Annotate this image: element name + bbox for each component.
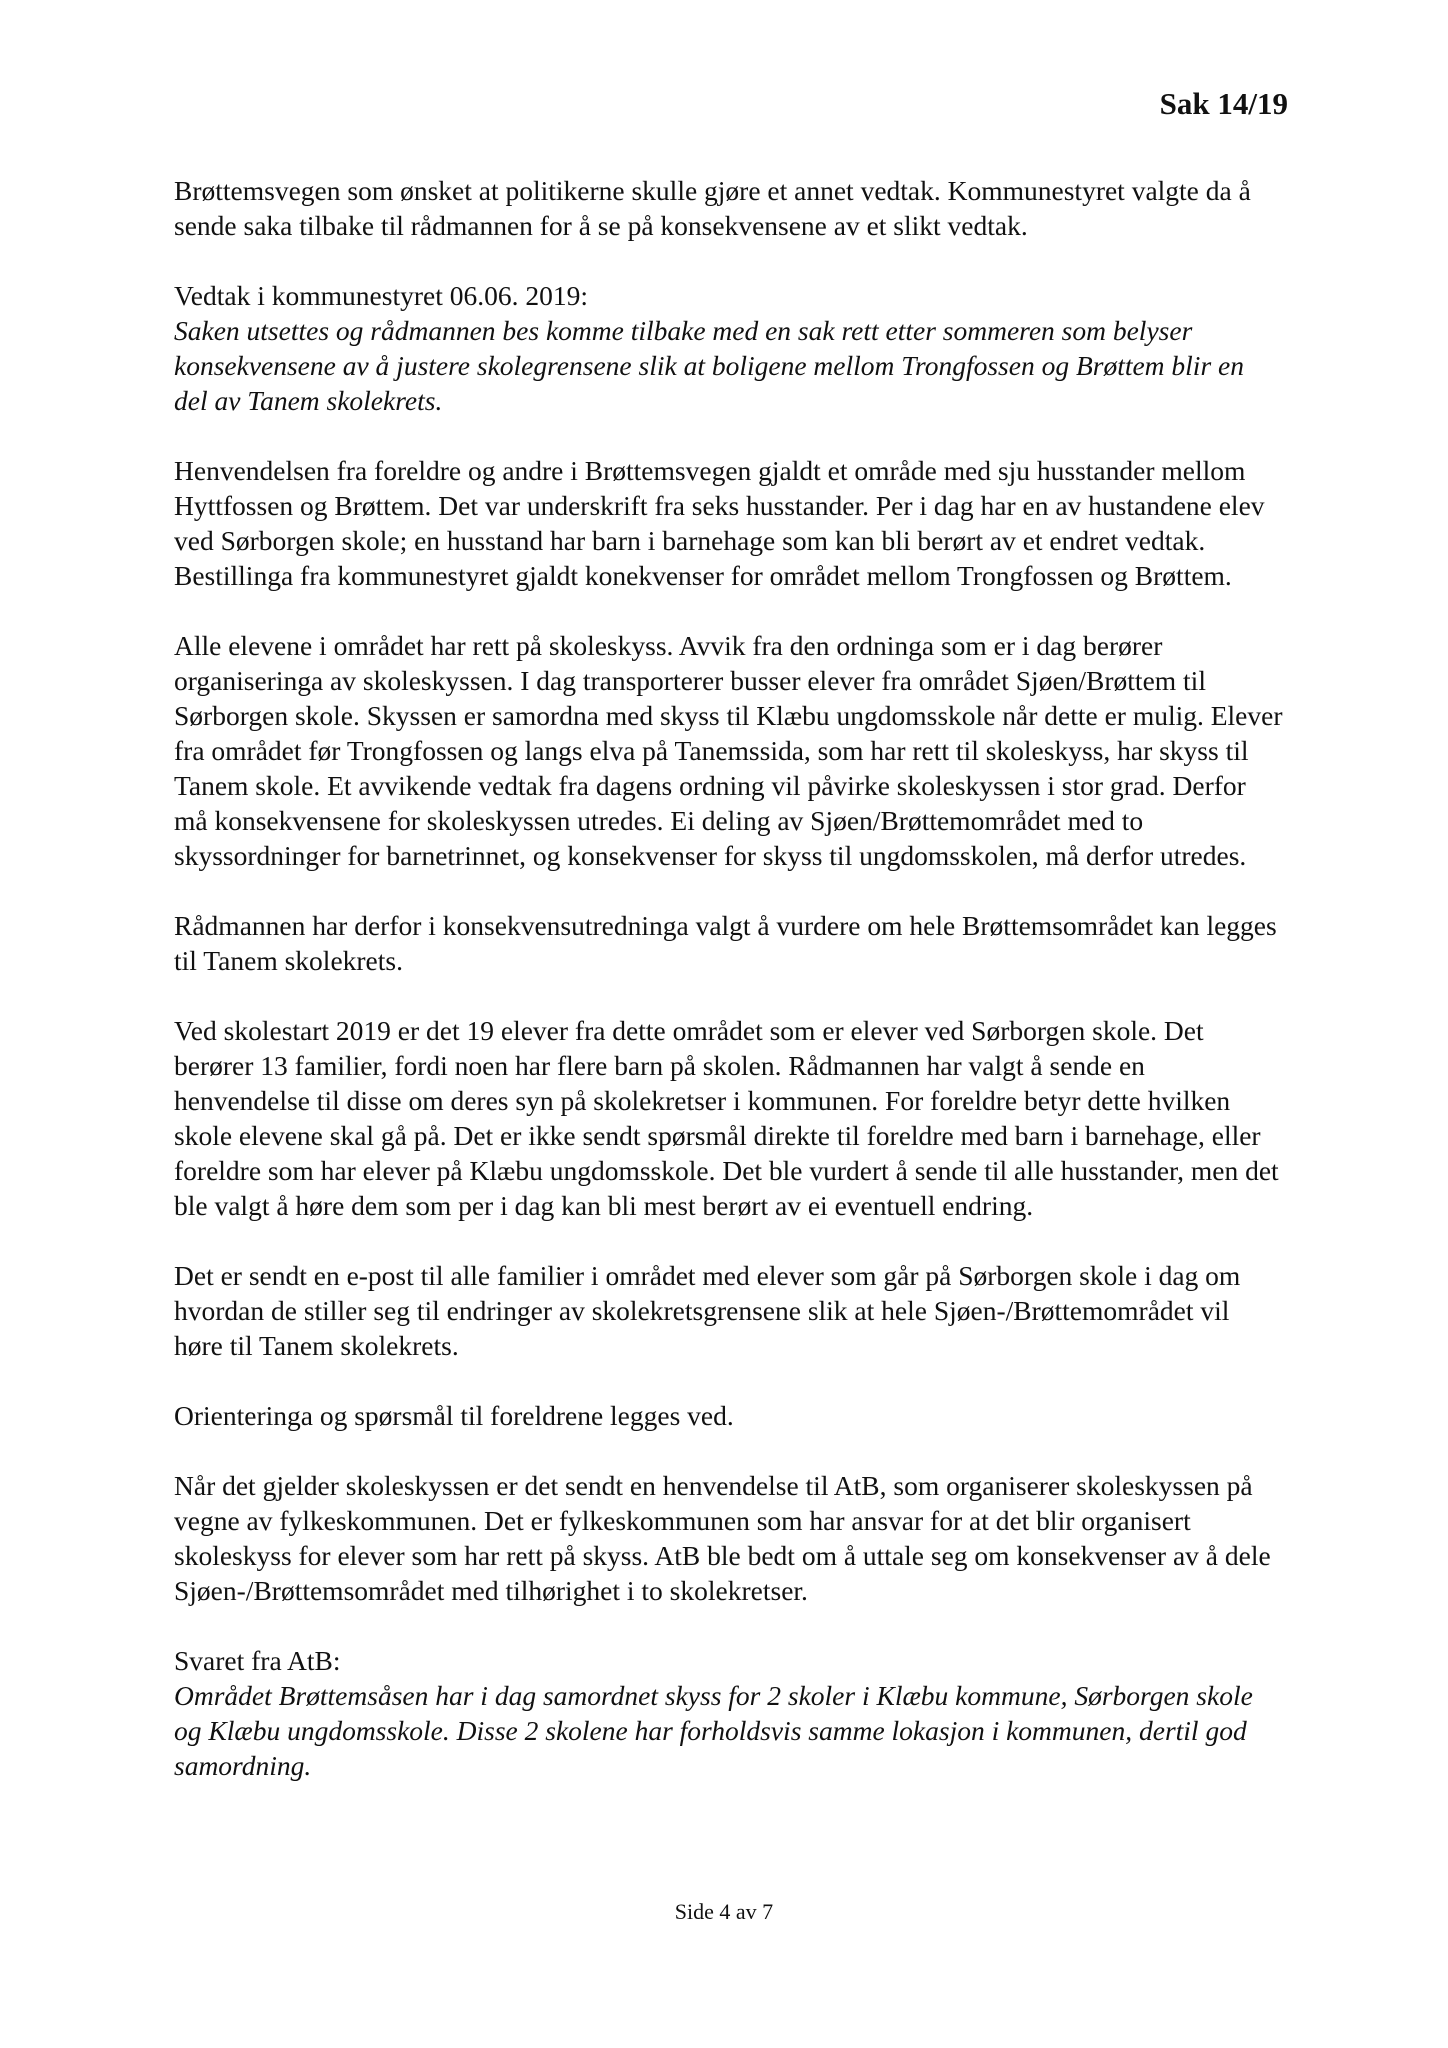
paragraph-school-start: Ved skolestart 2019 er det 19 elever fra dette området som er elever ved Sørborgen skole. Det berører 13 familier, fordi noen har flere barn på skolen. Rådmannen har valgt å sende en henvendelse til disse om deres syn på skolekretser i kommunen. For foreldre betyr dette hvilken skole elevene skal gå på. Det er ikke sendt spørsmål direkte til foreldre med barn i barnehage, eller foreldre som har elever på Klæbu ungdomsskole. Det ble vurdert å sende til alle husstander, men det ble valgt å høre dem som per i dag kan bli mest berørt av ei eventuell endring. (174, 1015, 1279, 1221)
paragraph-inquiry: Henvendelsen fra foreldre og andre i Brøttemsvegen gjaldt et område med sju husstander mellom Hyttfossen og Brøttem. Det var underskrift fra seks husstander. Per i dag har en av hustandene elev ved Sørborgen skole; en husstand har barn i barnehage som kan bli berørt av et endret vedtak. Bestillinga fra kommunestyret gjaldt konekvenser for området mellom Trongfossen og Brøttem. (174, 455, 1265, 591)
council-decision-block (174, 278, 1284, 418)
atb-response-block (174, 1643, 1284, 1783)
paragraph-atb-inquiry: Når det gjelder skoleskyssen er det sendt en henvendelse til AtB, som organiserer skoleskyssen på vegne av fylkeskommunen. Det er fylkeskommunen som har ansvar for at det blir organisert skoleskyss for elever som har rett på skyss. AtB ble bedt om å uttale seg om konsekvenser av å dele Sjøen-/Brøttemsområdet med tilhørighet i to skolekretser. (174, 1470, 1271, 1606)
atb-response-text: Området Brøttemsåsen har i dag samordnet skyss for 2 skoler i Klæbu kommune, Sørborgen skole og Klæbu ungdomsskole. Disse 2 skolene har forholdsvis samme lokasjon i kommunen, dertil god samordning. (174, 1680, 1253, 1781)
paragraph-school-transport: Alle elevene i området har rett på skoleskyss. Avvik fra den ordninga som er i dag berører organiseringa av skoleskyssen. I dag transporterer busser elever fra området Sjøen/Brøttem til Sørborgen skole. Skyssen er samordna med skyss til Klæbu ungdomsskole når dette er mulig. Elever fra området før Trongfossen og langs elva på Tanemssida, som har rett til skoleskyss, har skyss til Tanem skole. Et avvikende vedtak fra dagens ordning vil påvirke skoleskyssen i stor grad. Derfor må konsekvensene for skoleskyssen utredes. Ei deling av Sjøen/Brøttemområdet med to skyssordninger for barnetrinnet, og konsekvenser for skyss til ungdomsskolen, må derfor utredes. (174, 630, 1283, 871)
council-decision-text: Saken utsettes og rådmannen bes komme tilbake med en sak rett etter sommeren som belyser konsekvensene av å justere skolegrensene slik at boligene mellom Trongfossen og Brøttem blir en del av Tanem skolekrets. (174, 315, 1244, 416)
paragraph-intro: Brøttemsvegen som ønsket at politikerne skulle gjøre et annet vedtak. Kommunestyret valgte da å sende saka tilbake til rådmannen for å se på konsekvensene av et slikt vedtak. (174, 175, 1251, 241)
paragraph-attachment: Orienteringa og spørsmål til foreldrene legges ved. (174, 1400, 734, 1431)
council-decision-label: Vedtak i kommunestyret 06.06. 2019: (174, 280, 588, 311)
atb-response-label: Svaret fra AtB: (174, 1645, 341, 1676)
page-number: Side 4 av 7 (674, 1899, 774, 1924)
case-number: Sak 14/19 (1159, 86, 1288, 121)
document-body (174, 173, 1284, 1783)
paragraph-assessment: Rådmannen har derfor i konsekvensutredninga valgt å vurdere om hele Brøttemsområdet kan legges til Tanem skolekrets. (174, 910, 1277, 976)
paragraph-email: Det er sendt en e-post til alle familier i området med elever som går på Sørborgen skole i dag om hvordan de stiller seg til endringer av skolekretsgrensene slik at hele Sjøen-/Brøttemområdet vil høre til Tanem skolekrets. (174, 1260, 1241, 1361)
